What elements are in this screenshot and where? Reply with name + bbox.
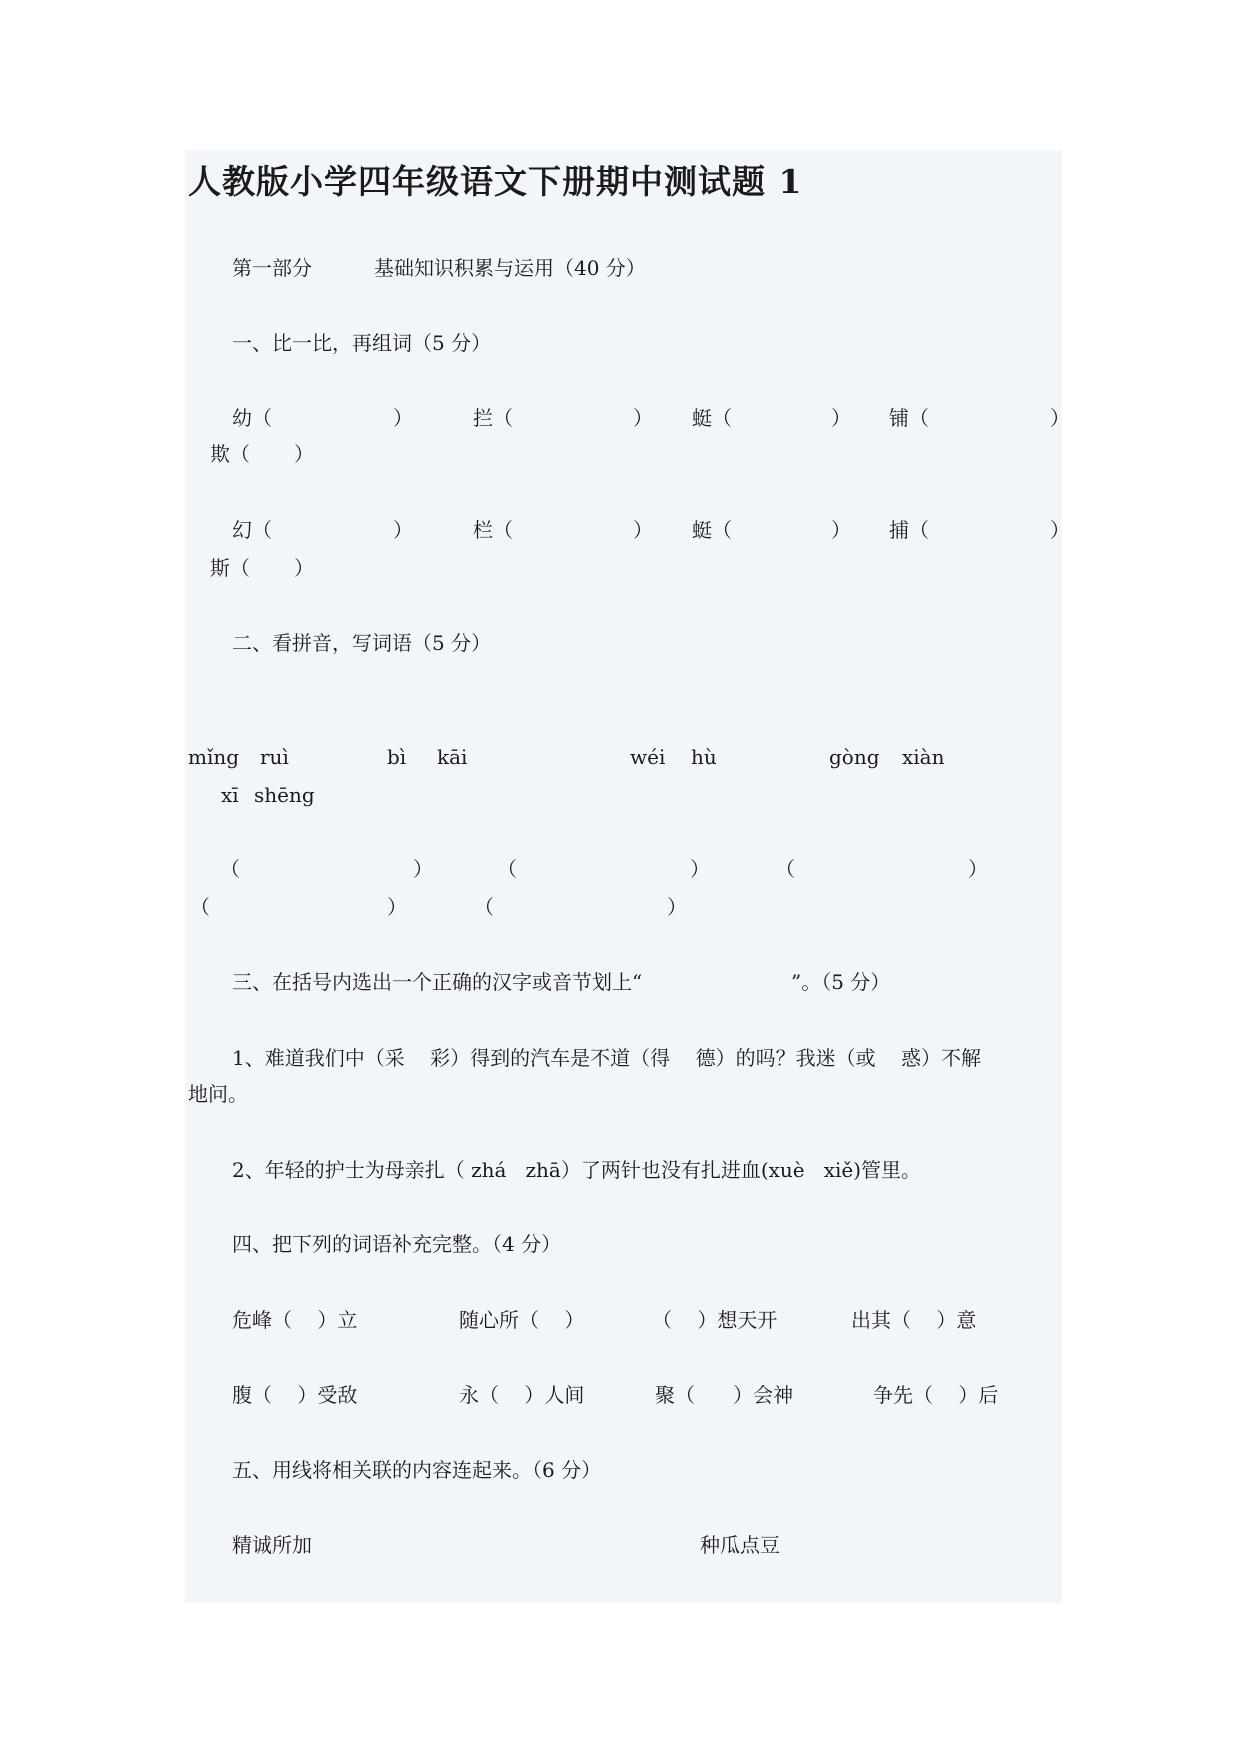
q1-row2-item4-close: ）	[1050, 518, 1070, 542]
q1-row2-item5-close: ）	[294, 556, 314, 580]
q4-idiom: 聚（ ）会神	[655, 1383, 794, 1407]
q1-row2-item4-open: 捕（	[889, 518, 929, 542]
q4-heading: 四、把下列的词语补充完整。（4 分）	[232, 1232, 562, 1256]
q2-answer-open: （	[497, 857, 517, 881]
q3-item1-cont: 地问。	[188, 1082, 248, 1106]
q2-pinyin: xī	[221, 783, 239, 807]
q1-row1-item4-open: 铺（	[889, 406, 929, 430]
q1-row1-item4-close: ）	[1050, 406, 1070, 430]
q4-idiom: 争先（ ）后	[873, 1383, 999, 1407]
q2-answer-open: （	[220, 857, 240, 881]
q2-pinyin: hù	[691, 745, 717, 769]
q4-idiom: 永（ ）人间	[459, 1383, 585, 1407]
q1-row2-item1-open: 幻（	[232, 518, 272, 542]
q1-row1-item5-open: 欺（	[210, 442, 250, 466]
q2-pinyin: bì	[387, 745, 407, 769]
q1-row2-item3-open: 蜓（	[692, 518, 732, 542]
q1-row1-item3-open: 蜓（	[692, 406, 732, 430]
q5-right-item: 种瓜点豆	[700, 1533, 780, 1557]
q2-pinyin: mǐng	[188, 745, 240, 769]
q5-heading: 五、用线将相关联的内容连起来。（6 分）	[232, 1458, 602, 1482]
q2-answer-close: ）	[968, 857, 988, 881]
q2-pinyin: shēng	[254, 783, 315, 807]
q2-answer-open: （	[474, 895, 494, 919]
q2-answer-close: ）	[413, 857, 433, 881]
q2-pinyin: gòng	[829, 745, 880, 769]
q2-answer-open: （	[775, 857, 795, 881]
q1-row2-item2-close: ）	[633, 518, 653, 542]
q2-pinyin: kāi	[437, 745, 468, 769]
q4-idiom: 危峰（ ）立	[232, 1308, 358, 1332]
q4-idiom: （ ）想天开	[652, 1308, 778, 1332]
part-label: 第一部分	[232, 256, 312, 280]
q3-item1: 1、难道我们中（采 彩）得到的汽车是不道（得 德）的吗？我迷（或 惑）不解	[232, 1046, 982, 1070]
q3-heading-end: ”。（5 分）	[791, 970, 891, 994]
part-name: 基础知识积累与运用（40 分）	[374, 256, 646, 280]
q3-heading: 三、在括号内选出一个正确的汉字或音节划上“	[232, 970, 643, 994]
q2-answer-close: ）	[667, 895, 687, 919]
q1-row2-item2-open: 栏（	[473, 518, 513, 542]
q1-row2-item1-close: ）	[393, 518, 413, 542]
q2-answer-close: ）	[387, 895, 407, 919]
q1-row2-item3-close: ）	[831, 518, 851, 542]
q2-pinyin: ruì	[260, 745, 289, 769]
q1-row1-item1-open: 幼（	[232, 406, 272, 430]
page-title: 人教版小学四年级语文下册期中测试题 1	[188, 162, 803, 201]
q4-idiom: 腹（ ）受敌	[232, 1383, 358, 1407]
q2-heading: 二、看拼音，写词语（5 分）	[232, 631, 492, 655]
q2-answer-open: （	[190, 895, 210, 919]
q3-item2: 2、年轻的护士为母亲扎（ zhá zhā）了两针也没有扎进血(xuè xiě)管里。	[232, 1158, 922, 1182]
q1-row1-item1-close: ）	[393, 406, 413, 430]
q1-heading: 一、比一比，再组词（5 分）	[232, 331, 492, 355]
q1-row1-item5-close: ）	[294, 442, 314, 466]
q2-answer-close: ）	[690, 857, 710, 881]
q4-idiom: 随心所（ ）	[459, 1308, 585, 1332]
q1-row1-item2-open: 拦（	[473, 406, 513, 430]
q2-pinyin: wéi	[630, 745, 666, 769]
q1-row1-item3-close: ）	[831, 406, 851, 430]
q1-row1-item2-close: ）	[633, 406, 653, 430]
q4-idiom: 出其（ ）意	[851, 1308, 977, 1332]
q5-left-item: 精诚所加	[232, 1533, 312, 1557]
q1-row2-item5-open: 斯（	[210, 556, 250, 580]
q2-pinyin: xiàn	[902, 745, 945, 769]
